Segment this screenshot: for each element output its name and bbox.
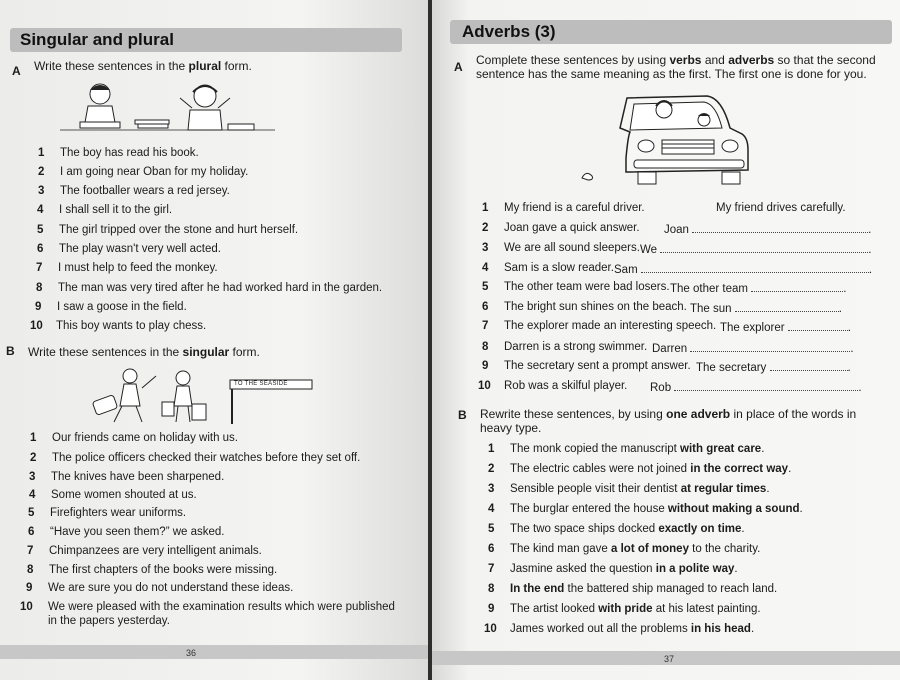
left-footer-bar (0, 645, 428, 659)
left-section-b-letter: B (6, 344, 15, 358)
left-section-b-instruction: Write these sentences in the singular form. (28, 345, 260, 359)
right-page-title: Adverbs (3) (462, 22, 556, 41)
car-illustration (572, 88, 762, 193)
list-item-continuation: in the papers yesterday. (48, 615, 170, 627)
right-page: Adverbs (3) A Complete these sentences by using verbs and adverbs so that the second sentence has the same meaning as the first. The first one is done for you. 1 My friend is a careful driver. My friend drives carefully. 2 Joan gave a quick answer. Joan . 3 We are all sound sleepers. We . 4 Sam is a slow reader. Sam . 5 The other team were bad losers. The other team . 6 The bright sun shines on the beach. The sun . 7 The explorer made an interesting speech. The explorer . 8 Darren is a strong swimmer. Darren . 9 The secretary sent a prompt answer. The secretary . 10 Rob was a skilful player. Rob . B Rewrite these sentences, by using one adverb in place of the words in heavy type. 1 The monk copied the manuscript with great care. 2 The electric cables were not joined in the correct way. 3 Sensible people visit their dentist at regular times. 4 The burglar entered the house without making a sound. 5 The two space ships docked exactly on time. 6 The kind man gave a lot of money to the charity. 7 Jasmine asked the question in a polite way. 8 In the end the battered ship managed to reach land. 9 The artist looked with pride at his latest painting. 10 James worked out all the problems in his head. 37 (432, 0, 900, 680)
left-page-title: Singular and plural (20, 30, 174, 49)
reading-children-illustration (60, 78, 280, 138)
right-section-a-instruction: Complete these sentences by using verbs and adverbs so that the second sentence has the same meaning as the first. The first one is done for you. (476, 53, 876, 81)
left-page-number: 36 (186, 648, 197, 658)
seaside-illustration (80, 366, 330, 426)
right-page-number: 37 (664, 654, 675, 664)
right-section-b-instruction: Rewrite these sentences, by using one adverb in place of the words in heavy type. (480, 407, 857, 435)
right-section-b-letter: B (458, 408, 467, 422)
left-section-a-instruction: Write these sentences in the plural form. (34, 59, 252, 73)
left-section-a-letter: A (12, 64, 21, 78)
left-page: Singular and plural A Write these sentences in the plural form. 1 The boy has read his book. 2 I am going near Oban for my holiday. 3 The footballer wears a red jersey. 4 I shall sell it to the girl. 5 The girl tripped over the stone and hurt herself. 6 The play wasn't very well acted. 7 I must help to feed the monkey. 8 The man was very tired after he had worked hard in the garden. 9 I saw a goose in the field. 10 This boy wants to play chess. B Write these sentences in the singular form. TO THE SEASIDE 1 Our friends came on holiday with us. 2 The police officers checked their watches before they set off. 3 The knives have been sharpened. 4 Some women shouted at us. 5 Firefighters wear uniforms. 6 “Have you seen them?” we asked. 7 Chimpanzees are very intelligent animals. 8 The first chapters of the books were missing. 9 We are sure you do not understand these ideas. 10 We were pleased with the examination results which were published in the papers yesterday. 36 (0, 0, 430, 680)
seaside-sign-text: TO THE SEASIDE (234, 381, 288, 387)
right-section-a-letter: A (454, 60, 463, 74)
